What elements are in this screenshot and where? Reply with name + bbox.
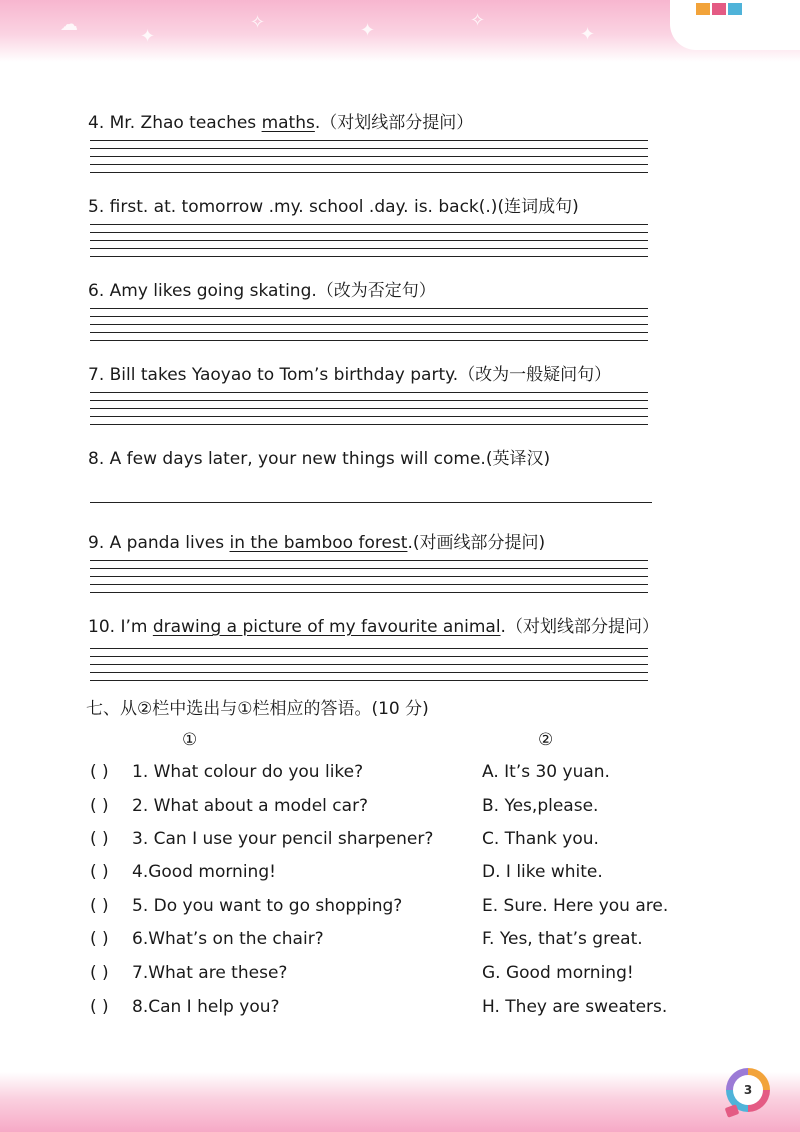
match-left-item xyxy=(90,963,287,983)
question-text: Amy likes going skating. xyxy=(109,281,317,301)
page-number-badge xyxy=(726,1068,770,1112)
underlined-text: maths xyxy=(261,113,315,133)
answer-blank[interactable]: ( ) xyxy=(90,796,109,816)
answer-blank[interactable]: ( ) xyxy=(90,929,109,949)
match-left-text: 6.What’s on the chair? xyxy=(132,929,324,949)
answer-blank[interactable]: ( ) xyxy=(90,997,109,1017)
match-right-item: H. They are sweaters. xyxy=(482,997,668,1017)
answer-blank[interactable]: ( ) xyxy=(90,862,109,882)
answer-blank[interactable]: ( ) xyxy=(90,762,109,782)
match-left-item xyxy=(90,997,280,1017)
answer-blank[interactable]: ( ) xyxy=(90,963,109,983)
question-number: 8. xyxy=(88,449,105,469)
match-left-text: 4.Good morning! xyxy=(132,862,276,882)
question-10 xyxy=(88,612,659,637)
question-5 xyxy=(88,192,579,217)
match-left-text: 8.Can I help you? xyxy=(132,997,280,1017)
match-right-item: G. Good morning! xyxy=(482,963,634,983)
answer-lines[interactable] xyxy=(90,648,648,688)
answer-lines[interactable] xyxy=(90,560,648,600)
question-instruction: (连词成句) xyxy=(497,197,579,217)
answer-line[interactable] xyxy=(90,502,652,503)
answer-lines[interactable] xyxy=(90,140,648,180)
match-right-item: B. Yes,please. xyxy=(482,796,599,816)
match-right-item: F. Yes, that’s great. xyxy=(482,929,643,949)
match-left-text: 1. What colour do you like? xyxy=(132,762,364,782)
question-number: 7. xyxy=(88,365,105,385)
question-instruction: （改为一般疑问句） xyxy=(458,365,612,385)
question-text-end: . xyxy=(500,617,506,637)
sparkle-icon: ✦ xyxy=(360,20,376,41)
cloud-icon: ☁ xyxy=(60,14,78,35)
answer-blank[interactable]: ( ) xyxy=(90,829,109,849)
question-6 xyxy=(88,276,436,301)
question-number: 6. xyxy=(88,281,105,301)
match-left-text: 2. What about a model car? xyxy=(132,796,369,816)
match-left-item xyxy=(90,762,363,782)
question-text: A panda lives xyxy=(109,533,230,553)
match-left-text: 5. Do you want to go shopping? xyxy=(132,896,403,916)
column-1-header: ① xyxy=(182,730,198,750)
column-2-header: ② xyxy=(538,730,554,750)
question-9 xyxy=(88,528,545,553)
answer-lines[interactable] xyxy=(90,392,648,432)
underlined-text: drawing a picture of my favourite animal xyxy=(152,617,501,637)
question-number: 5. xyxy=(88,197,105,217)
match-left-text: 7.What are these? xyxy=(132,963,288,983)
sparkle-icon: ✦ xyxy=(140,26,156,47)
bottom-decorative-banner xyxy=(0,1072,800,1132)
answer-lines[interactable] xyxy=(90,224,648,264)
match-left-text: 3. Can I use your pencil sharpener? xyxy=(132,829,434,849)
section-7-title: 七、从②栏中选出与①栏相应的答语。(10 分) xyxy=(86,699,429,719)
sparkle-icon: ✧ xyxy=(470,10,486,31)
question-text: A few days later, your new things will come. xyxy=(109,449,486,469)
sparkle-icon: ✧ xyxy=(250,12,266,33)
match-right-item: A. It’s 30 yuan. xyxy=(482,762,610,782)
question-text-end: . xyxy=(407,533,413,553)
question-text: Bill takes Yaoyao to Tom’s birthday party. xyxy=(109,365,459,385)
question-text: first. at. tomorrow .my. school .day. is. back(.) xyxy=(109,197,498,217)
page-number: 3 xyxy=(733,1075,763,1105)
question-text-end: . xyxy=(314,113,321,133)
color-blocks-icon xyxy=(696,0,748,14)
match-right-item: D. I like white. xyxy=(482,862,603,882)
question-number: 10. xyxy=(88,617,116,637)
question-instruction: (英译汉) xyxy=(485,449,551,469)
answer-lines[interactable] xyxy=(90,308,648,348)
question-instruction: (对画线部分提问) xyxy=(412,533,546,553)
question-instruction: （对划线部分提问） xyxy=(505,617,659,637)
question-7 xyxy=(88,360,611,385)
question-instruction: （对划线部分提问） xyxy=(320,113,474,133)
match-left-item xyxy=(90,862,276,882)
question-number: 9. xyxy=(88,533,105,553)
question-text: Mr. Zhao teaches xyxy=(109,113,262,133)
answer-blank[interactable]: ( ) xyxy=(90,896,109,916)
question-8 xyxy=(88,444,550,469)
match-left-item xyxy=(90,929,324,949)
question-text: I’m xyxy=(120,617,153,637)
match-left-item xyxy=(90,796,368,816)
match-left-item xyxy=(90,896,402,916)
question-instruction: （改为否定句） xyxy=(316,281,436,301)
question-4 xyxy=(88,108,473,133)
top-decorative-banner xyxy=(0,0,800,62)
match-right-item: E. Sure. Here you are. xyxy=(482,896,669,916)
sparkle-icon: ✦ xyxy=(580,24,596,45)
match-right-item: C. Thank you. xyxy=(482,829,599,849)
question-number: 4. xyxy=(88,113,105,133)
match-left-item xyxy=(90,829,433,849)
underlined-text: in the bamboo forest xyxy=(229,533,408,553)
